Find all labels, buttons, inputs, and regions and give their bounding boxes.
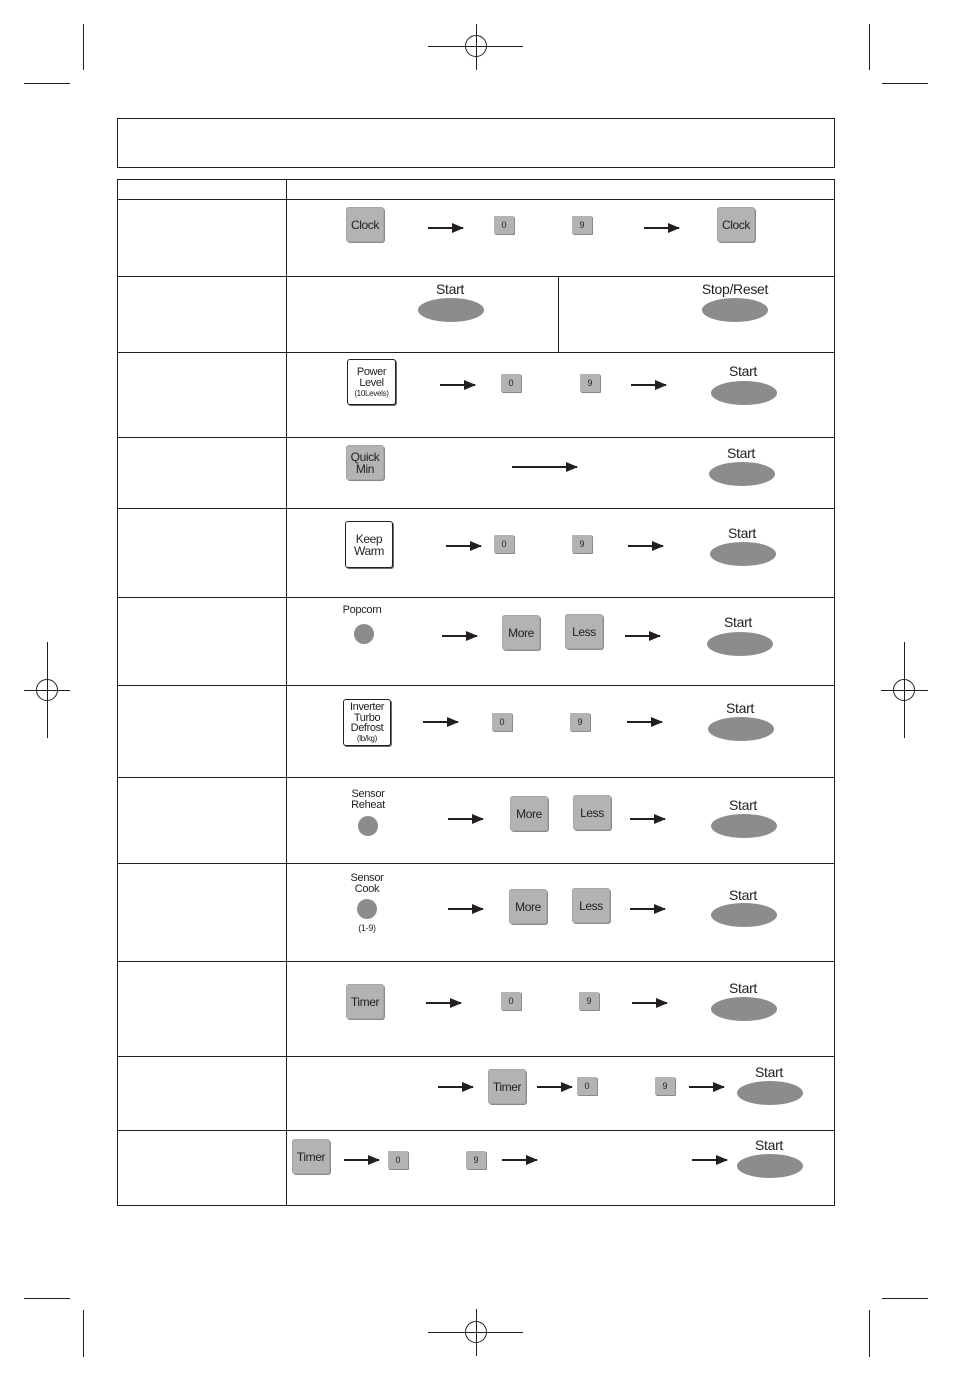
digit-key-9 [572, 535, 592, 553]
label-line: Sensor [350, 872, 384, 884]
key-label-line: Power [356, 365, 387, 378]
label-line: Reheat [351, 799, 385, 811]
arrow-icon [440, 384, 475, 386]
digit-key-label: 0 [508, 377, 514, 388]
arrow-icon [644, 227, 679, 229]
start-label: Start [435, 281, 465, 297]
timer-key [346, 984, 384, 1019]
sensor-cook-button [357, 899, 377, 919]
digit-key-9 [570, 713, 590, 731]
page-header-box [117, 118, 835, 168]
digit-key-0 [492, 713, 512, 731]
sensor-reheat-button [358, 816, 378, 836]
start-button [737, 1154, 803, 1178]
arrow-icon [537, 1086, 572, 1088]
start-button [418, 298, 484, 322]
more-key-label: More [515, 899, 541, 914]
digit-key-label: 9 [473, 1154, 479, 1165]
digit-key-9 [580, 374, 600, 392]
timer-key-label: Timer [350, 994, 380, 1009]
start-button [710, 542, 776, 566]
sensor-reheat-label [328, 789, 408, 811]
table-column-divider [286, 179, 287, 1206]
clock-key-label: Clock [721, 217, 750, 232]
quick-min-key [346, 445, 384, 480]
key-label-line: Inverter [349, 701, 385, 714]
table-row-divider [117, 508, 835, 509]
table-row-divider [117, 1056, 835, 1057]
crop-mark-bottom-right-horizontal [882, 1298, 928, 1299]
start-button [709, 462, 775, 486]
digit-key-9 [579, 992, 599, 1010]
sensor-cook-range-note [327, 923, 407, 933]
sensor-cook-label [327, 873, 407, 895]
quick-reference-table [117, 179, 835, 1206]
digit-key-label: 0 [499, 716, 505, 727]
table-row-divider [117, 437, 835, 438]
arrow-icon [344, 1159, 379, 1161]
arrow-icon [689, 1086, 724, 1088]
digit-key-0 [388, 1151, 408, 1169]
crop-mark-top-left-vertical [83, 24, 84, 70]
digit-key-label: 0 [501, 219, 507, 230]
less-key-label: Less [579, 898, 603, 913]
arrow-icon [438, 1086, 473, 1088]
clock-key-label: Clock [350, 217, 379, 232]
less-key-label: Less [580, 805, 604, 820]
table-row-divider [117, 276, 835, 277]
arrow-icon [426, 1002, 461, 1004]
table-row-divider [117, 352, 835, 353]
arrow-icon [512, 466, 577, 468]
more-key-label: More [508, 625, 534, 640]
start-label: Start [728, 363, 758, 379]
start-button [711, 997, 777, 1021]
registration-circle [36, 679, 58, 701]
start-button [708, 717, 774, 741]
timer-key-label: Timer [492, 1079, 522, 1094]
digit-key-0 [494, 216, 514, 234]
start-button [711, 814, 777, 838]
start-label: Start [728, 887, 758, 903]
timer-key [488, 1069, 526, 1104]
key-label-line: Min [355, 461, 375, 476]
timer-key-label: Timer [296, 1149, 326, 1164]
key-label-note: (10Levels) [354, 388, 389, 398]
arrow-icon [630, 908, 665, 910]
less-key [565, 614, 603, 649]
power-level-key [347, 359, 396, 405]
start-label: Start [726, 445, 756, 461]
key-label-line: Keep [355, 531, 383, 546]
arrow-icon [625, 635, 660, 637]
table-row-divider [117, 961, 835, 962]
digit-key-label: 9 [587, 377, 593, 388]
less-key [573, 795, 611, 830]
digit-key-label: 0 [395, 1154, 401, 1165]
start-label: Start [727, 525, 757, 541]
start-button [711, 903, 777, 927]
start-label: Start [728, 980, 758, 996]
digit-key-label: 9 [662, 1080, 668, 1091]
arrow-icon [631, 384, 666, 386]
table-row-divider [117, 685, 835, 686]
crop-mark-bottom-left-horizontal [24, 1298, 70, 1299]
key-label-line: Warm [354, 543, 384, 558]
popcorn-label-text: Popcorn [342, 604, 382, 616]
range-note-text: (1-9) [358, 923, 376, 933]
crop-mark-top-right-horizontal [882, 83, 928, 84]
arrow-icon [446, 545, 481, 547]
key-label-note: (lb/kg) [356, 733, 378, 743]
more-key [510, 796, 548, 831]
digit-key-0 [577, 1077, 597, 1095]
clock-confirm-key [717, 207, 755, 242]
key-label-line: Level [359, 376, 384, 389]
digit-key-9 [572, 216, 592, 234]
less-key-label: Less [572, 624, 596, 639]
digit-key-label: 9 [586, 995, 592, 1006]
registration-circle [465, 35, 487, 57]
table-row-divider [117, 777, 835, 778]
start-button [711, 381, 777, 405]
start-label: Start [728, 797, 758, 813]
crop-mark-top-right-vertical [869, 24, 870, 70]
more-key-label: More [516, 806, 542, 821]
arrow-icon [428, 227, 463, 229]
crop-mark-bottom-left-vertical [83, 1310, 84, 1357]
arrow-icon [442, 635, 477, 637]
digit-key-0 [501, 992, 521, 1010]
arrow-icon [627, 721, 662, 723]
table-header-divider [117, 199, 835, 200]
arrow-icon [423, 721, 458, 723]
key-label-line: Quick [350, 449, 380, 464]
start-button [737, 1081, 803, 1105]
digit-key-label: 0 [584, 1080, 590, 1091]
start-label: Start [725, 700, 755, 716]
digit-key-9 [655, 1077, 675, 1095]
digit-key-label: 0 [501, 538, 507, 549]
keep-warm-key [345, 521, 393, 568]
key-label-line: Turbo [353, 711, 381, 724]
crop-mark-bottom-right-vertical [869, 1310, 870, 1357]
clock-key [346, 207, 384, 242]
arrow-icon [502, 1159, 537, 1161]
key-label-line: Defrost [350, 722, 384, 735]
stop-reset-button [702, 298, 768, 322]
registration-circle [893, 679, 915, 701]
start-label: Start [723, 614, 753, 630]
start-label: Start [754, 1064, 784, 1080]
arrow-icon [448, 908, 483, 910]
registration-circle [465, 1321, 487, 1343]
digit-key-9 [466, 1151, 486, 1169]
label-line: Sensor [351, 788, 385, 800]
arrow-icon [628, 545, 663, 547]
popcorn-label [322, 605, 402, 616]
table-row-divider [117, 1130, 835, 1131]
crop-mark-top-left-horizontal [24, 83, 70, 84]
digit-key-label: 9 [579, 538, 585, 549]
more-key [502, 615, 540, 650]
arrow-icon [448, 818, 483, 820]
table-row-divider [117, 597, 835, 598]
inverter-turbo-defrost-key [343, 699, 391, 746]
arrow-icon [692, 1159, 727, 1161]
table-row-divider [117, 863, 835, 864]
less-key [572, 888, 610, 923]
digit-key-label: 9 [577, 716, 583, 727]
start-label: Start [754, 1137, 784, 1153]
arrow-icon [630, 818, 665, 820]
table-cell-split-divider [558, 276, 559, 353]
arrow-icon [632, 1002, 667, 1004]
digit-key-label: 0 [508, 995, 514, 1006]
timer-key [292, 1139, 330, 1174]
digit-key-label: 9 [579, 219, 585, 230]
digit-key-0 [494, 535, 514, 553]
digit-key-0 [501, 374, 521, 392]
start-button [707, 632, 773, 656]
more-key [509, 889, 547, 924]
popcorn-button [354, 624, 374, 644]
stop-reset-label: Stop/Reset [701, 281, 769, 297]
label-line: Cook [354, 883, 380, 895]
